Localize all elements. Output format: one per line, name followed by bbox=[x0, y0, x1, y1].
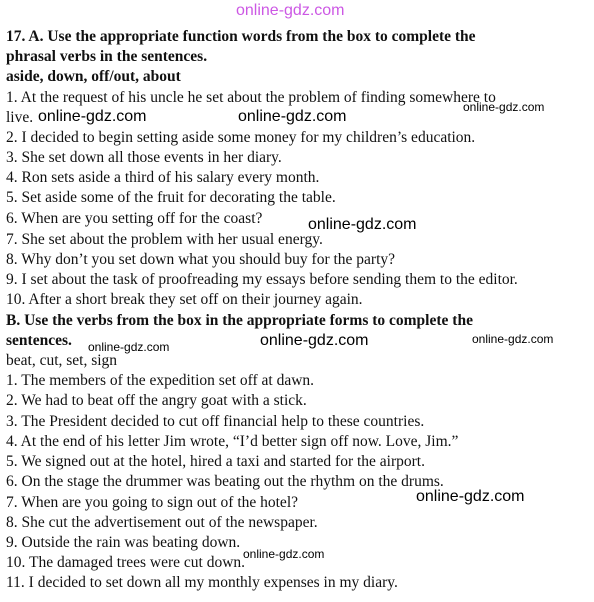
watermark: online-gdz.com bbox=[38, 108, 147, 125]
part-a-item-1-line2: live. bbox=[6, 109, 34, 126]
part-b-item: 6. On the stage the drummer was beating out the rhythm on the drums. bbox=[6, 473, 444, 490]
part-b-item: 5. We signed out at the hotel, hired a taxi and started for the airport. bbox=[6, 453, 425, 470]
part-b-box-words: beat, cut, set, sign bbox=[6, 352, 118, 369]
part-a-item: 5. Set aside some of the fruit for decorating the table. bbox=[6, 189, 336, 206]
watermark: online-gdz.com bbox=[260, 332, 369, 349]
part-a-item: 10. After a short break they set off on their journey again. bbox=[6, 291, 363, 308]
part-a-item-1-line1: 1. At the request of his uncle he set about the problem of finding somewhere to bbox=[6, 89, 496, 106]
part-a-item: 8. Why don’t you set down what you should buy for the party? bbox=[6, 251, 396, 268]
watermark: online-gdz.com bbox=[88, 340, 170, 354]
watermark: online-gdz.com bbox=[238, 108, 347, 125]
part-a-item: 7. She set about the problem with her usual energy. bbox=[6, 231, 323, 248]
part-a-item: 2. I decided to begin setting aside some money for my children’s education. bbox=[6, 129, 476, 146]
part-b-item: 4. At the end of his letter Jim wrote, “I’d better sign off now. Love, Jim.” bbox=[6, 433, 459, 450]
watermark: online-gdz.com bbox=[472, 332, 554, 346]
watermark: online-gdz.com bbox=[236, 2, 345, 19]
part-b-heading-line1: B. Use the verbs from the box in the appropriate forms to complete the bbox=[6, 312, 473, 329]
part-b-item: 11. I decided to set down all my monthly expenses in my diary. bbox=[6, 574, 398, 591]
part-a-item: 6. When are you setting off for the coast? bbox=[6, 210, 263, 227]
part-a-item: 4. Ron sets aside a third of his salary every month. bbox=[6, 169, 320, 186]
part-a-item: 9. I set about the task of proofreading my essays before sending them to the editor. bbox=[6, 271, 518, 288]
part-b-item: 9. Outside the rain was beating down. bbox=[6, 534, 241, 551]
part-b-item: 8. She cut the advertisement out of the newspaper. bbox=[6, 514, 318, 531]
part-b-item: 2. We had to beat off the angry goat with a stick. bbox=[6, 392, 307, 409]
watermark: online-gdz.com bbox=[243, 547, 325, 561]
watermark: online-gdz.com bbox=[463, 100, 545, 114]
part-b-item: 1. The members of the expedition set off at dawn. bbox=[6, 372, 315, 389]
part-a-item: 3. She set down all those events in her diary. bbox=[6, 149, 282, 166]
part-a-heading-line2: phrasal verbs in the sentences. bbox=[6, 48, 208, 65]
part-b-item: 10. The damaged trees were cut down. bbox=[6, 554, 246, 571]
part-a-heading-line1: 17. A. Use the appropriate function words from the box to complete the bbox=[6, 28, 476, 45]
watermark: online-gdz.com bbox=[308, 216, 417, 233]
watermark: online-gdz.com bbox=[416, 488, 525, 505]
part-b-item: 7. When are you going to sign out of the hotel? bbox=[6, 494, 299, 511]
part-b-item: 3. The President decided to cut off financial help to these countries. bbox=[6, 413, 425, 430]
part-b-heading-line2: sentences. bbox=[6, 332, 72, 349]
part-a-box-words: aside, down, off/out, about bbox=[6, 68, 181, 85]
